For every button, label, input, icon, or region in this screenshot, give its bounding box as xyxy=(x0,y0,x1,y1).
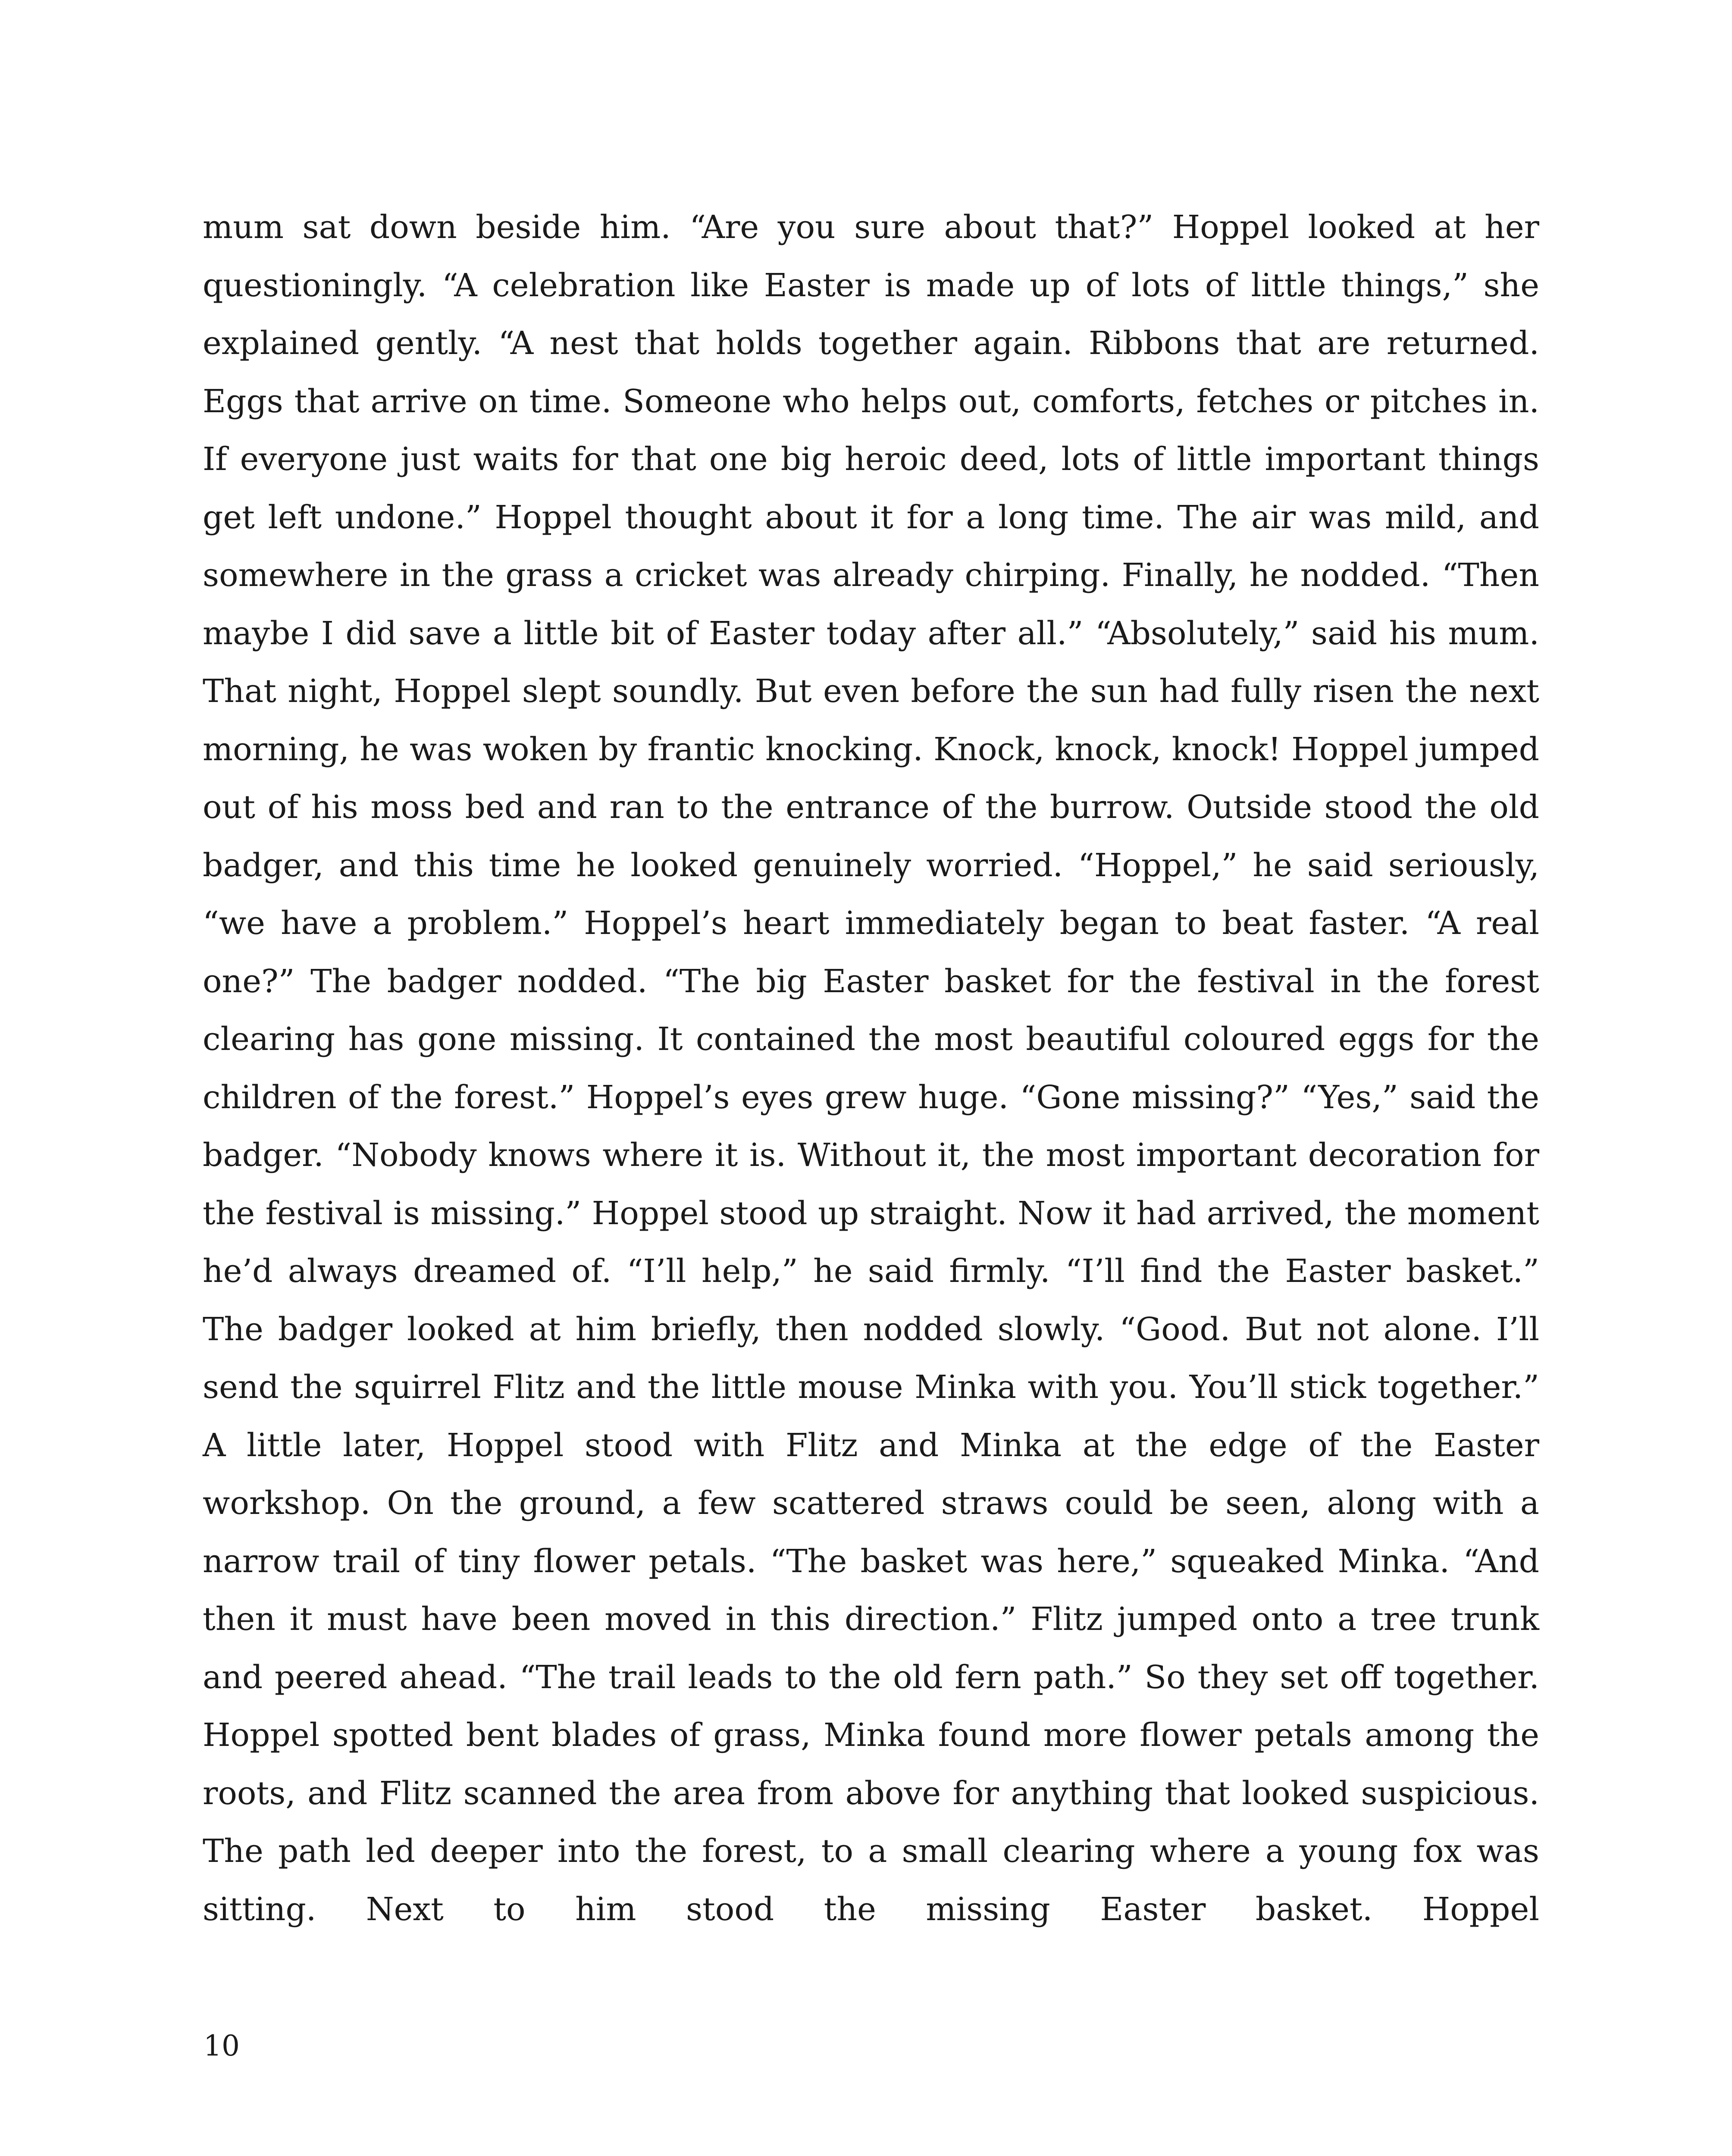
page-number: 10 xyxy=(204,2029,240,2062)
body-text: mum sat down beside him. “Are you sure about that?” Hoppel looked at her questioningly. “A celebration like Easter is made up of lots of little things,” she explained gently. “A nest that holds together again. Ribbons that are returned. Eggs that arrive on time. Someone who helps out, comforts, fetches or pitches in. If everyone just waits for that one big heroic deed, lots of little important things get left undone.” Hoppel thought about it for a long time. The air was mild, and somewhere in the grass a cricket was already chirping. Finally, he nodded. “Then maybe I did save a little bit of Easter today after all.” “Absolutely,” said his mum. That night, Hoppel slept soundly. But even before the sun had fully risen the next morning, he was woken by frantic knocking. Knock, knock, knock! Hoppel jumped out of his moss bed and ran to the entrance of the burrow. Outside stood the old badger, and this time he looked genuinely worried. “Hoppel,” he said seriously, “we have a problem.” Hoppel’s heart immediately began to beat faster. “A real one?” The badger nodded. “The big Easter basket for the festival in the forest clearing has gone missing. It contained the most beautiful coloured eggs for the children of the forest.” Hoppel’s eyes grew huge. “Gone missing?” “Yes,” said the badger. “Nobody knows where it is. Without it, the most important decoration for the festival is missing.” Hoppel stood up straight. Now it had arrived, the moment he’d always dreamed of. “I’ll help,” he said firmly. “I’ll find the Easter basket.” The badger looked at him briefly, then nodded slowly. “Good. But not alone. I’ll send the squirrel Flitz and the little mouse Minka with you. You’ll stick together.” A little later, Hoppel stood with Flitz and Minka at the edge of the Easter workshop. On the ground, a few scattered straws could be seen, along with a narrow trail of tiny flower petals. “The basket was here,” squeaked Minka. “And then it must have been moved in this direction.” Flitz jumped onto a tree trunk and peered ahead. “The trail leads to the old fern path.” So they set off together. Hoppel spotted bent blades of grass, Minka found more flower petals among the roots, and Flitz scanned the area from above for anything that looked suspicious. The path led deeper into the forest, to a small clearing where a young fox was sitting. Next to him stood the missing Easter basket. Hoppel xyxy=(203,209,1539,1928)
